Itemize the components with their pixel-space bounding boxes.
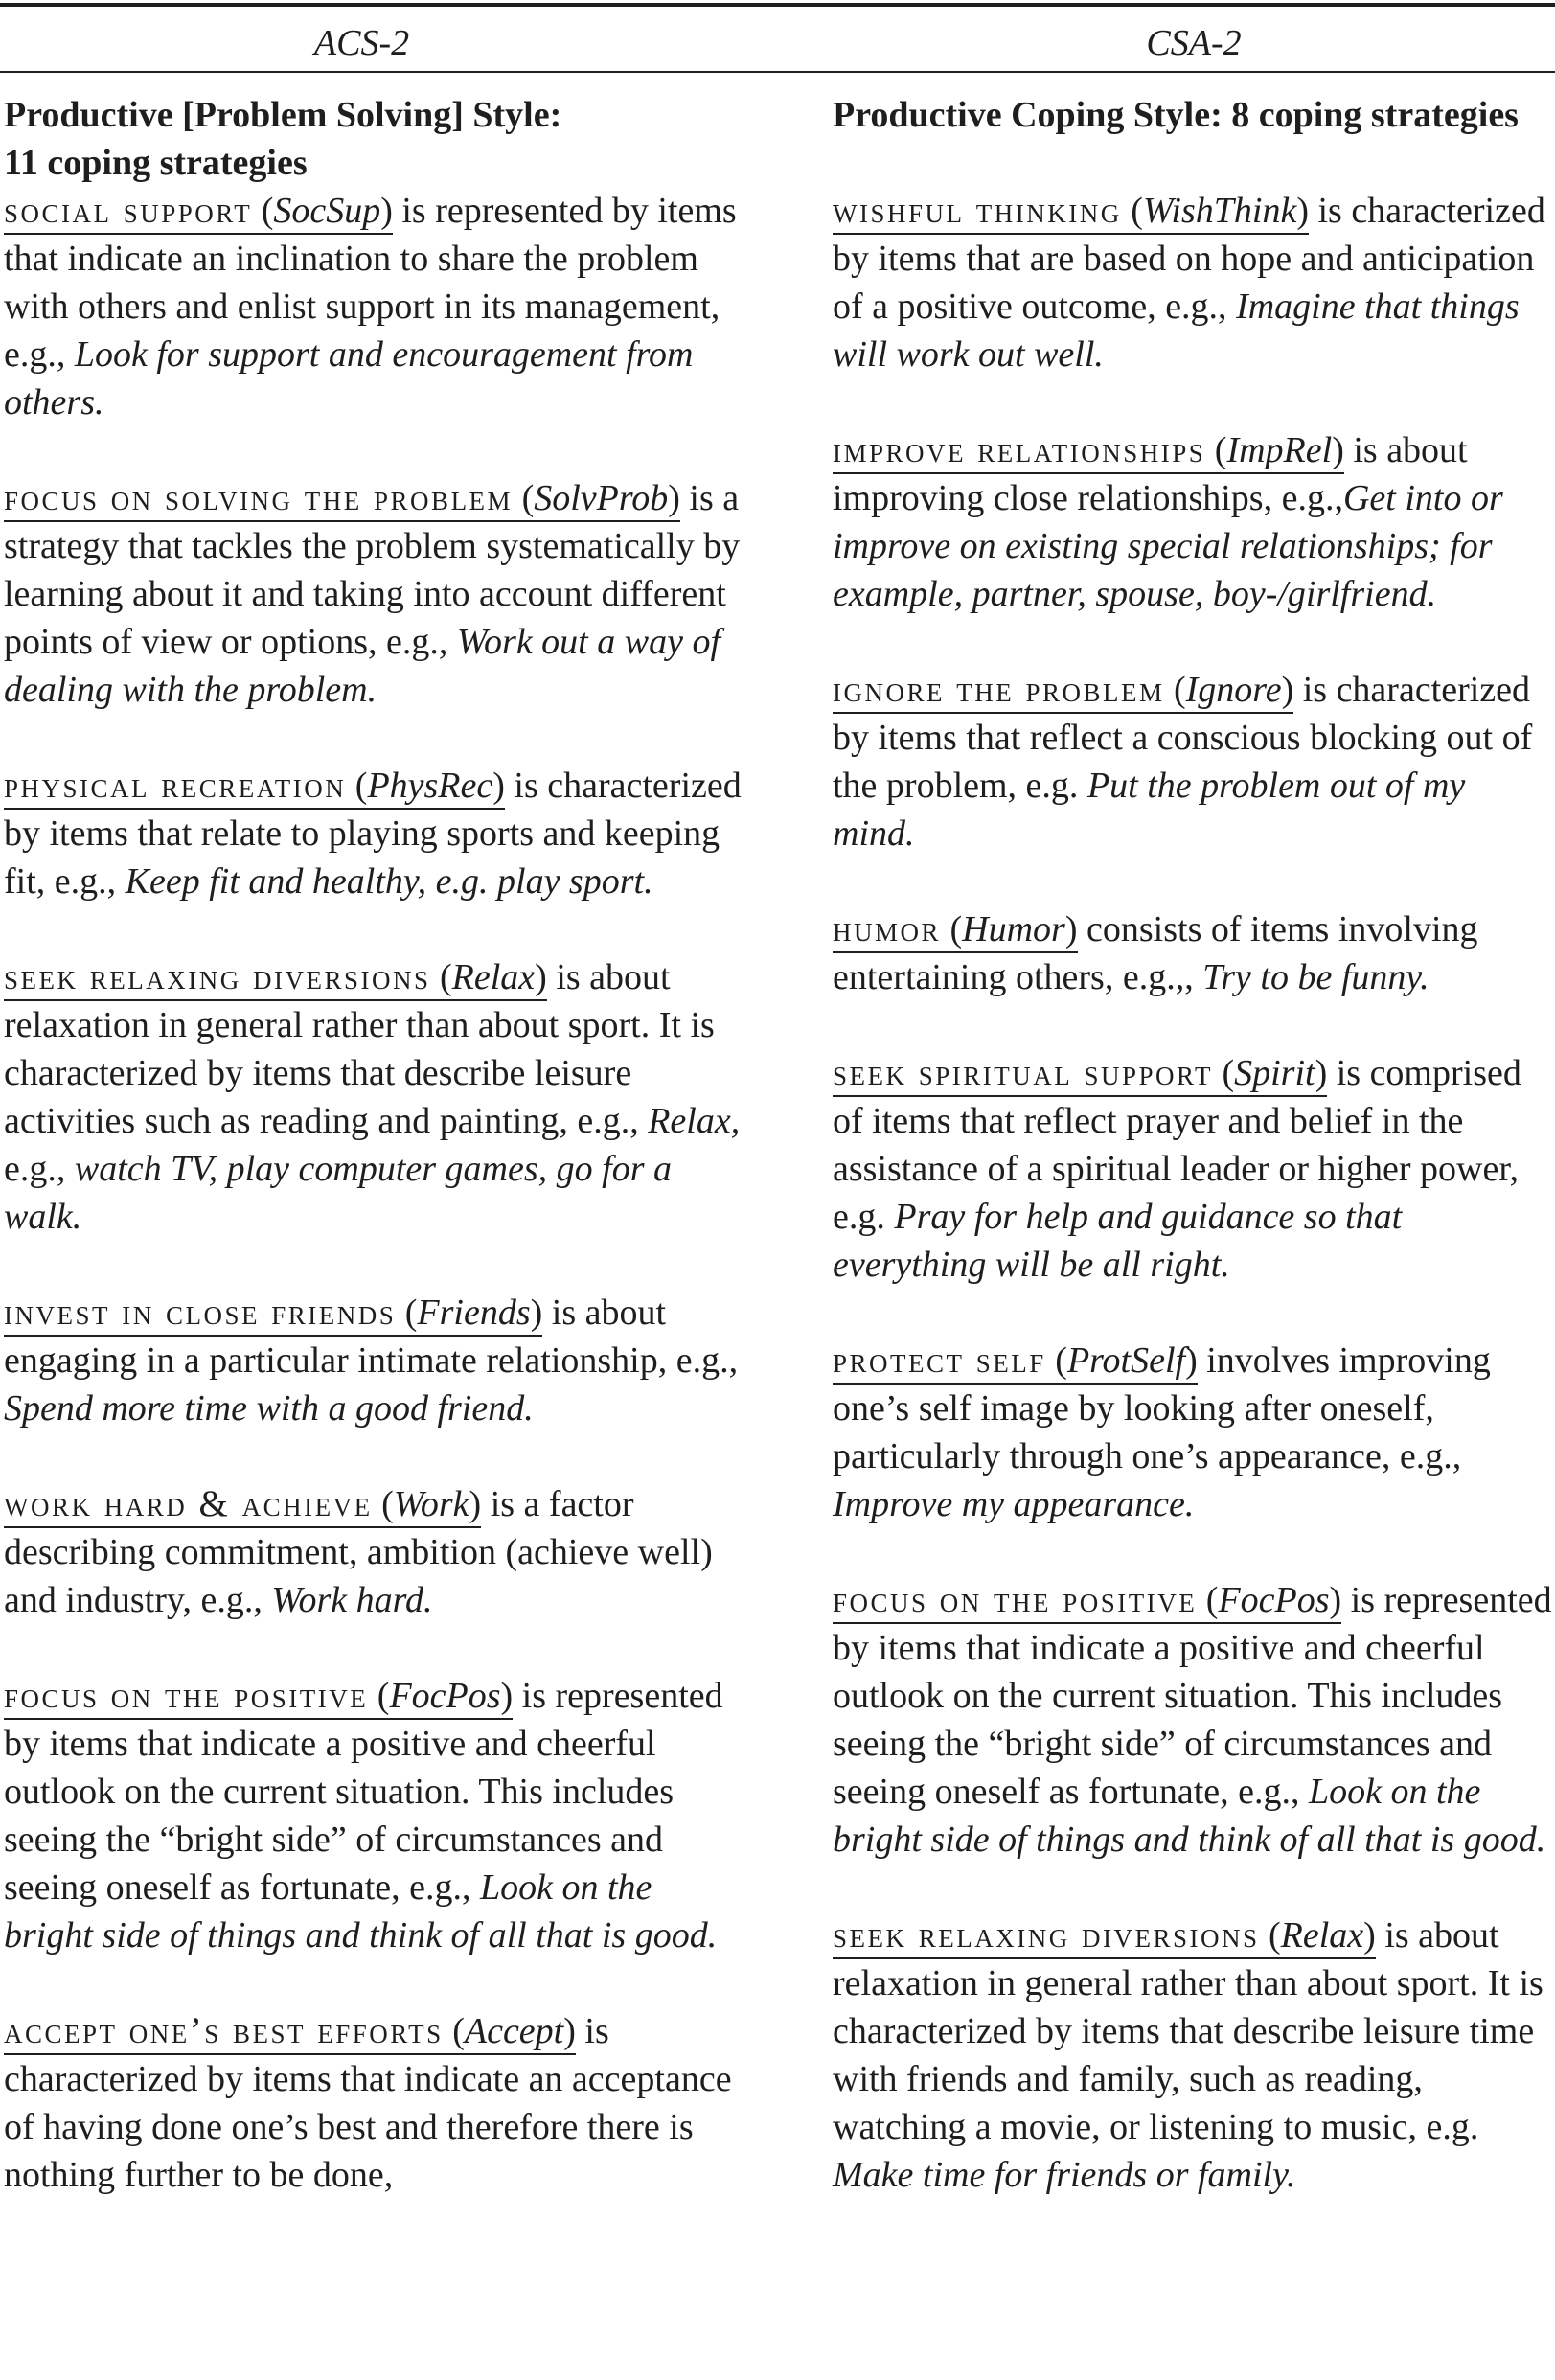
strategy-term-underlined: seek relaxing diversions (Relax)	[4, 957, 547, 1001]
strategy-term: wishful thinking	[833, 190, 1122, 231]
strategy-example-connector: e.g.,	[4, 1149, 66, 1189]
strategy-abbr: Friends	[417, 1293, 531, 1333]
strategy-term: improve relationships	[833, 429, 1206, 470]
strategy-entry	[4, 474, 746, 714]
strategy-example-lead: Relax,	[648, 1101, 741, 1141]
strategy-description: involves improving one’s self image by looking after oneself, particularly through one’s appearance, e.g.,	[833, 1340, 1491, 1476]
strategy-example: Imagine that things will work out well.	[833, 286, 1520, 375]
strategy-term-underlined: accept one’s best efforts (Accept)	[4, 2011, 576, 2055]
strategy-term-underlined: protect self (ProtSelf)	[833, 1340, 1198, 1385]
strategy-abbr: Ignore	[1185, 670, 1282, 710]
column-header-csa2: CSA-2	[1146, 23, 1242, 63]
strategy-abbr: SolvProb	[534, 478, 669, 518]
csa2-style-title: Productive Coping Style: 8 coping strategies	[833, 95, 1519, 135]
strategy-example: Make time for friends or family.	[833, 2155, 1296, 2195]
strategy-term: focus on the positive	[4, 1675, 369, 1716]
strategy-abbr: Relax	[1280, 1915, 1364, 1956]
strategy-abbr: Work	[393, 1484, 469, 1524]
strategy-entry	[4, 2007, 746, 2199]
strategy-term: seek spiritual support	[833, 1052, 1213, 1093]
strategy-term-underlined: focus on solving the problem (SolvProb)	[4, 478, 680, 522]
strategy-term: protect self	[833, 1339, 1046, 1381]
strategy-example: Look on the bright side of things and think of all that is good.	[833, 1772, 1546, 1860]
strategy-term-underlined: social support (SocSup)	[4, 191, 393, 235]
strategy-term-underlined: physical recreation (PhysRec)	[4, 766, 505, 810]
strategy-description: is a strategy that tackles the problem systematically by learning about it and taking into account different points of view or options, e.g.,	[4, 478, 741, 662]
title-spacer	[833, 139, 1555, 187]
strategy-example: Pray for help and guidance so that everything will be all right.	[833, 1197, 1403, 1285]
strategy-abbr: Relax	[451, 957, 536, 997]
strategy-abbr: Accept	[464, 2011, 564, 2051]
strategy-description: is represented by items that indicate an inclination to share the problem with others and enlist support in its management, e.g.,	[4, 191, 737, 375]
strategy-entry	[833, 426, 1555, 618]
strategy-example: watch TV, play computer games, go for a walk.	[4, 1149, 672, 1237]
strategy-abbr: ProtSelf	[1066, 1340, 1186, 1381]
strategy-term: work hard & achieve	[4, 1483, 373, 1524]
strategy-entry	[833, 905, 1555, 1001]
strategy-description: is represented by items that indicate a positive and cheerful outlook on the current situation. This includes seeing the “bright side” of circumstances and seeing oneself as fortunate, e.g.,	[4, 1676, 723, 1908]
strategy-term: social support	[4, 190, 253, 231]
strategy-description: consists of items involving entertaining others, e.g.,,	[833, 909, 1478, 997]
strategy-description: is about relaxation in general rather than about sport. It is characterized by items that describe leisure activities such as reading and painting, e.g.,	[4, 957, 715, 1141]
strategy-description: is characterized by items that indicate an acceptance of having done one’s best and therefore there is nothing further to be done,	[4, 2011, 732, 2195]
acs2-style-title	[4, 91, 746, 187]
strategy-description: is represented by items that indicate a positive and cheerful outlook on the current situation. This includes seeing the “bright side” of circumstances and seeing oneself as fortunate, e.g.,	[833, 1580, 1552, 1812]
strategy-term-underlined: wishful thinking (WishThink)	[833, 191, 1309, 235]
strategy-entry	[833, 187, 1555, 378]
strategy-entry	[833, 1576, 1555, 1864]
strategy-term-underlined: improve relationships (ImpRel)	[833, 430, 1344, 474]
strategy-example: Get into or improve on existing special relationships; for example, partner, spouse, boy-/girlfriend.	[833, 478, 1503, 614]
strategy-term-underlined: seek spiritual support (Spirit)	[833, 1053, 1327, 1097]
strategy-example: Work hard.	[271, 1580, 433, 1620]
strategy-term: seek relaxing diversions	[833, 1914, 1260, 1956]
strategy-example: Improve my appearance.	[833, 1484, 1195, 1524]
strategy-term-underlined: work hard & achieve (Work)	[4, 1484, 481, 1528]
strategy-entry	[833, 1911, 1555, 2199]
strategy-description: is characterized by items that are based on hope and anticipation of a positive outcome, e.g.,	[833, 191, 1545, 327]
strategy-abbr: ImpRel	[1226, 430, 1333, 470]
strategy-entry	[4, 1289, 746, 1432]
strategy-term-underlined: seek relaxing diversions (Relax)	[833, 1915, 1376, 1959]
strategy-description: is about relaxation in general rather than about sport. It is characterized by items that describe leisure time with friends and family, such as reading, watching a movie, or listening to music, e.g.	[833, 1915, 1544, 2147]
strategy-description: is a factor describing commitment, ambition (achieve well) and industry, e.g.,	[4, 1484, 713, 1620]
strategy-description: is comprised of items that reflect prayer and belief in the assistance of a spiritual leader or higher power, e.g.	[833, 1053, 1521, 1237]
strategy-term: invest in close friends	[4, 1292, 397, 1333]
strategy-entry	[833, 1049, 1555, 1289]
strategy-term-underlined: humor (Humor)	[833, 909, 1078, 953]
csa2-column	[833, 91, 1555, 2247]
strategy-term: humor	[833, 908, 942, 950]
strategy-entry	[833, 666, 1555, 858]
strategy-example: Work out a way of dealing with the problem.	[4, 622, 721, 710]
strategy-description: is characterized by items that relate to playing sports and keeping fit, e.g.,	[4, 766, 742, 902]
style-title-line2: 11 coping strategies	[4, 143, 308, 183]
strategy-term: focus on solving the problem	[4, 477, 514, 518]
strategy-example: Put the problem out of my mind.	[833, 766, 1466, 854]
strategy-abbr: Humor	[962, 909, 1065, 950]
strategy-description: is about improving close relationships, e.g.,	[833, 430, 1468, 518]
strategy-term-underlined: invest in close friends (Friends)	[4, 1293, 542, 1337]
strategy-example: Spend more time with a good friend.	[4, 1388, 534, 1429]
strategy-entry	[4, 187, 746, 426]
strategy-example: Look for support and encouragement from others.	[4, 334, 694, 423]
strategy-entry	[4, 1672, 746, 1959]
strategy-term-underlined: ignore the problem (Ignore)	[833, 670, 1293, 714]
strategy-example: Keep fit and healthy, e.g. play sport.	[125, 861, 653, 902]
strategy-term-underlined: focus on the positive (FocPos)	[4, 1676, 513, 1720]
strategy-abbr: PhysRec	[367, 766, 493, 806]
strategy-example: Look on the bright side of things and think of all that is good.	[4, 1867, 718, 1956]
strategy-abbr: Spirit	[1234, 1053, 1315, 1093]
column-header-acs2: ACS-2	[313, 23, 410, 63]
strategy-term: seek relaxing diversions	[4, 956, 431, 997]
strategy-abbr: SocSup	[273, 191, 381, 231]
strategy-description: is about engaging in a particular intimate relationship, e.g.,	[4, 1293, 739, 1381]
strategy-description: is characterized by items that reflect a conscious blocking out of the problem, e.g.	[833, 670, 1533, 806]
strategy-entry	[4, 1480, 746, 1624]
style-title-line1: Productive [Problem Solving] Style:	[4, 95, 562, 135]
strategy-term: focus on the positive	[833, 1579, 1198, 1620]
header-rule	[0, 71, 1555, 73]
strategy-abbr: FocPos	[389, 1676, 501, 1716]
strategy-term: accept one’s best efforts	[4, 2010, 444, 2051]
top-rule	[0, 3, 1555, 7]
acs2-column	[4, 91, 746, 2247]
strategy-entry	[833, 1337, 1555, 1528]
strategy-abbr: FocPos	[1218, 1580, 1330, 1620]
strategy-term: physical recreation	[4, 765, 347, 806]
strategy-entry	[4, 762, 746, 905]
strategy-example: Try to be funny.	[1202, 957, 1429, 997]
strategy-term: ignore the problem	[833, 669, 1165, 710]
strategy-abbr: WishThink	[1142, 191, 1297, 231]
strategy-term-underlined: focus on the positive (FocPos)	[833, 1580, 1341, 1624]
strategy-entry	[4, 953, 746, 1241]
